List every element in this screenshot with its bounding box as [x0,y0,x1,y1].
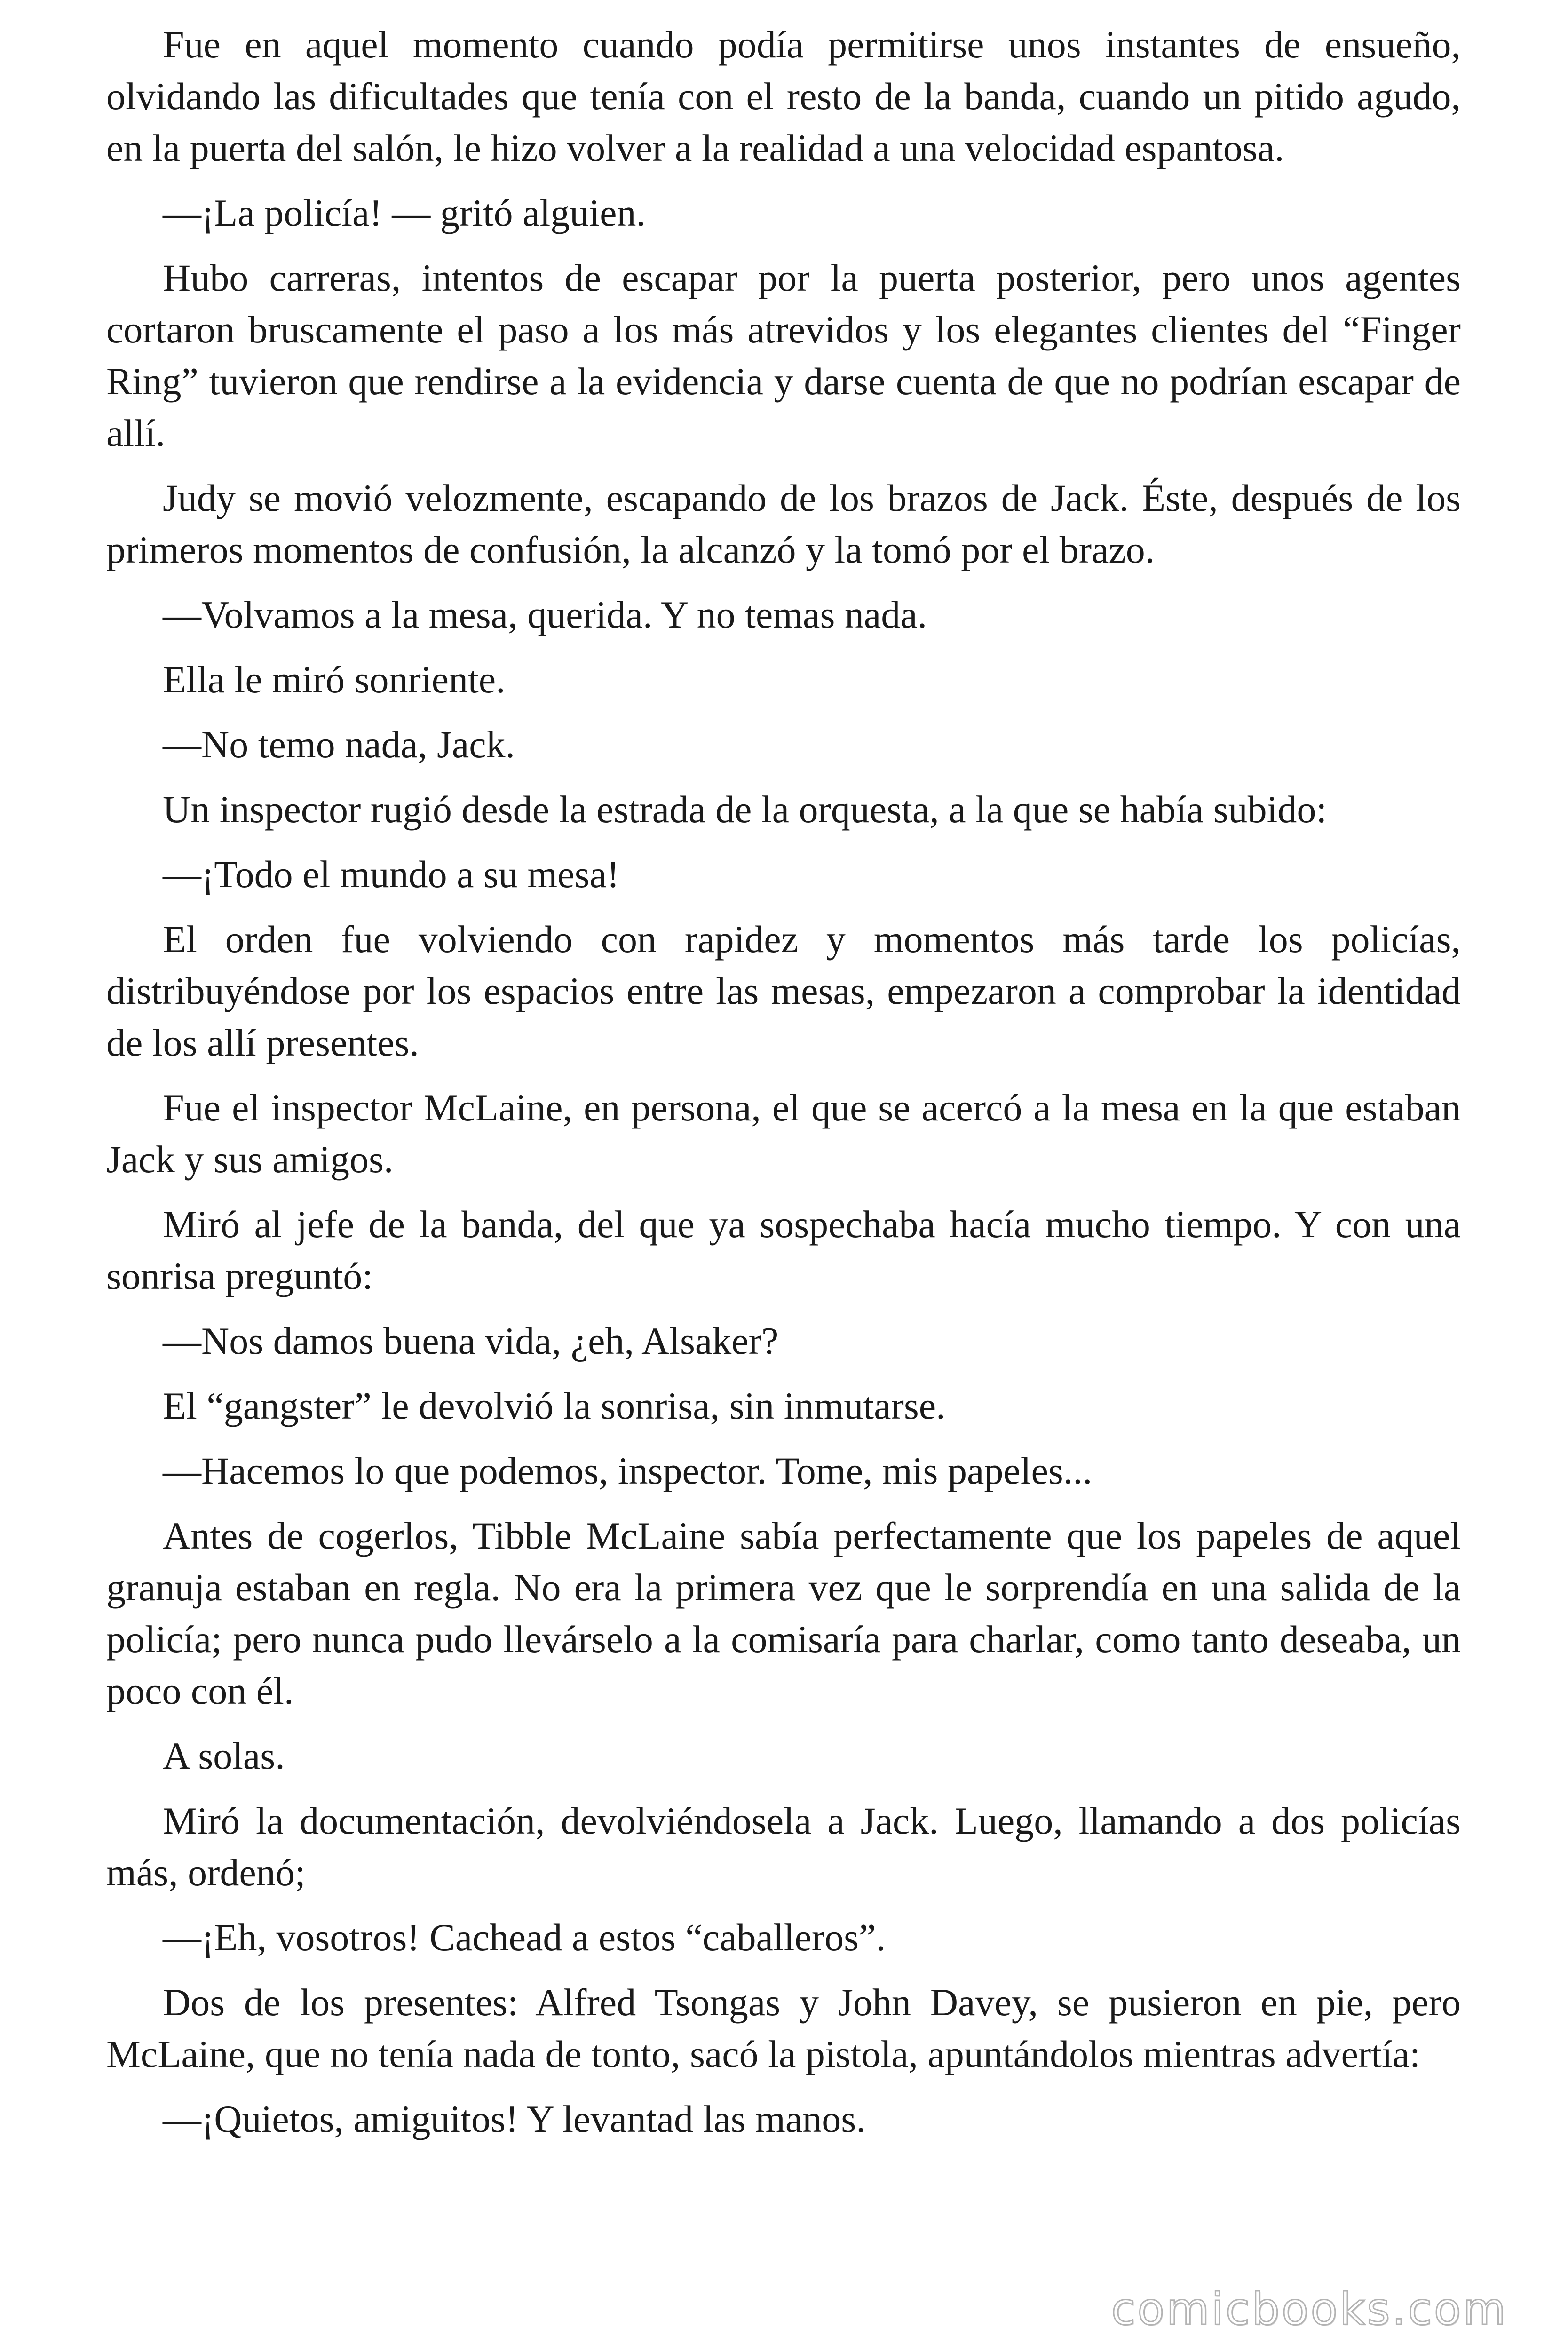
paragraph-8: Un inspector rugió desde la estrada de la orquesta, a la que se había subido: [163,788,1327,831]
paragraph-17: A solas. [163,1734,285,1777]
paragraph-1: Fue en aquel momento cuando podía permitirse unos instantes de ensueño, olvidando las dificultades que tenía con el resto de la banda, cuando un pitido agudo, en la puerta del salón, le hizo volver a la realidad a una velocidad espantosa. [106,23,1461,169]
paragraph-16: Antes de cogerlos, Tibble McLaine sabía perfectamente que los papeles de aquel granuja estaban en regla. No era la primera vez que le sorprendía en una salida de la policía; pero nunca pudo llevárselo a la comisaría para charlar, como tanto deseaba, un poco con él. [106,1514,1461,1712]
paragraph-21: —¡Quietos, amiguitos! Y levantad las manos. [163,2098,866,2140]
page-body [106,19,1461,2158]
paragraph-6: Ella le miró sonriente. [163,658,506,701]
paragraph-3: Hubo carreras, intentos de escapar por la puerta posterior, pero unos agentes cortaron bruscamente el paso a los más atrevidos y los elegantes clientes del “Finger Ring” tuvieron que rendirse a la evidencia y darse cuenta de que no podrían escapar de allí. [106,256,1461,454]
paragraph-12: Miró al jefe de la banda, del que ya sospechaba hacía mucho tiempo. Y con una sonrisa preguntó: [106,1203,1461,1297]
paragraph-7: —No temo nada, Jack. [163,723,515,766]
paragraph-14: El “gangster” le devolvió la sonrisa, sin inmutarse. [163,1384,946,1427]
paragraph-10: El orden fue volviendo con rapidez y momentos más tarde los policías, distribuyéndose por los espacios entre las mesas, empezaron a comprobar la identidad de los allí presentes. [106,918,1461,1064]
watermark: comicbooks.com [1111,2284,1508,2335]
paragraph-20: Dos de los presentes: Alfred Tsongas y John Davey, se pusieron en pie, pero McLaine, que no tenía nada de tonto, sacó la pistola, apuntándolos mientras advertía: [106,1981,1461,2075]
paragraph-11: Fue el inspector McLaine, en persona, el que se acercó a la mesa en la que estaban Jack y sus amigos. [106,1086,1461,1181]
paragraph-18: Miró la documentación, devolviéndosela a Jack. Luego, llamando a dos policías más, ordenó; [106,1799,1461,1894]
paragraph-13: —Nos damos buena vida, ¿eh, Alsaker? [163,1319,779,1362]
paragraph-15: —Hacemos lo que podemos, inspector. Tome, mis papeles... [163,1449,1093,1492]
paragraph-4: Judy se movió velozmente, escapando de los brazos de Jack. Éste, después de los primeros momentos de confusión, la alcanzó y la tomó por el brazo. [106,477,1461,571]
paragraph-19: —¡Eh, vosotros! Cachead a estos “caballeros”. [163,1916,886,1959]
paragraph-5: —Volvamos a la mesa, querida. Y no temas nada. [163,593,927,636]
paragraph-9: —¡Todo el mundo a su mesa! [163,853,620,896]
paragraph-2: —¡La policía! — gritó alguien. [163,191,646,234]
